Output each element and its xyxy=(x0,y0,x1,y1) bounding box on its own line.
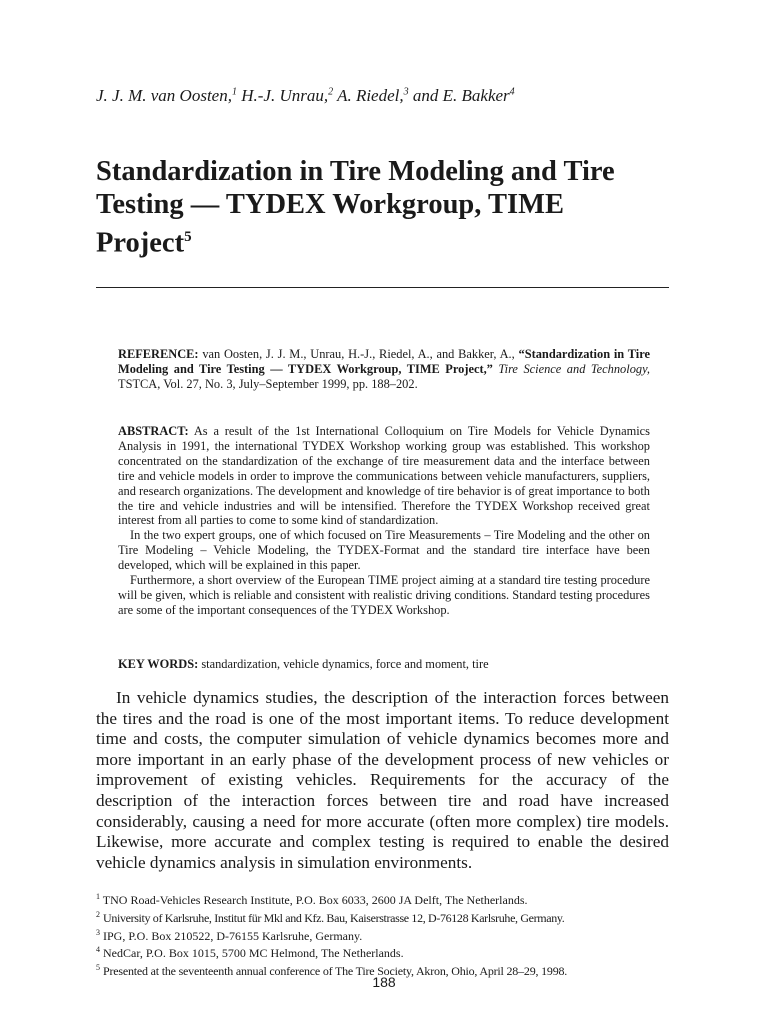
abstract-label: ABSTRACT: xyxy=(118,424,189,438)
author-name: A. Riedel, xyxy=(337,86,404,105)
title-line: Testing — TYDEX Workgroup, TIME xyxy=(96,189,565,220)
footnotes xyxy=(96,890,669,979)
title-line: Standardization in Tire Modeling and Tire xyxy=(96,156,615,187)
footnote-mark: 5 xyxy=(96,963,100,973)
footnote-mark: 2 xyxy=(328,86,334,98)
reference-journal: Tire Science and Technology, xyxy=(498,361,651,376)
author-name: H.-J. Unrau, xyxy=(241,86,329,105)
footnote-text: University of Karlsruhe, Institut für Mkl and Kfz. Bau, Kaiserstrasse 12, D-76128 Karlsruhe, Germany. xyxy=(103,910,565,925)
page-number: 188 xyxy=(372,974,396,990)
reference-authors: van Oosten, J. J. M., Unrau, H.-J., Riedel, A., and Bakker, A., xyxy=(202,347,519,361)
footnote-text: TNO Road-Vehicles Research Institute, P.O. Box 6033, 2600 JA Delft, The Netherlands. xyxy=(102,893,528,907)
keywords-label: KEY WORDS: xyxy=(118,657,199,671)
footnote xyxy=(96,890,669,908)
footnote-text: IPG, P.O. Box 210522, D-76155 Karlsruhe, Germany. xyxy=(103,928,363,943)
keywords-block xyxy=(118,657,650,672)
reference-label: REFERENCE: xyxy=(118,347,199,361)
abstract-paragraph: In the two expert groups, one of which focused on Tire Measurements – Tire Modeling and the other on Tire Modeling – Vehicle Modeling, the TYDEX-Format and the standard tire interface have been developed, which will be explained in this paper. xyxy=(118,528,650,573)
keywords-text: standardization, vehicle dynamics, force and moment, tire xyxy=(201,657,489,671)
footnote-mark: 4 xyxy=(96,945,100,955)
author-name: J. J. M. van Oosten, xyxy=(96,86,232,105)
reference-details: TSTCA, Vol. 27, No. 3, July–September 1999, pp. 188–202. xyxy=(118,376,418,391)
footnote-text: Presented at the seventeenth annual conference of The Tire Society, Akron, Ohio, April 28–29, 1998. xyxy=(103,964,568,979)
footnote xyxy=(96,926,669,944)
body-paragraph: In vehicle dynamics studies, the description of the interaction forces between the tires and the road is one of the most important items. To reduce development time and costs, the computer simulation of vehicle dynamics becomes more and more important in an early phase of the development process of new vehicles or improvement of existing vehicles. Requirements for the accuracy of the description of the interaction forces between tire and road have increased considerably, causing a need for more accurate (often more complex) tire models. Likewise, more accurate and complex testing is required to enable the desired vehicle dynamics analysis in simulation environments. xyxy=(96,688,669,872)
footnote-mark: 2 xyxy=(96,909,100,919)
abstract-block xyxy=(118,424,650,618)
footnote-mark: 4 xyxy=(509,86,515,98)
footnote xyxy=(96,943,669,961)
reference-paper-title: “Standardization in Tire Modeling and Tire Testing — TYDEX Workgroup, TIME Project,” xyxy=(118,347,650,376)
abstract-paragraph: As a result of the 1st International Colloquium on Tire Models for Vehicle Dynamics Analysis in 1991, the international TYDEX Workshop working group was established. This workshop concentrated on the standardization of the exchange of tire measurement data and the interface between tire and vehicle models in order to improve the communications between vehicle manufacturers, suppliers, and research organizations. The development and knowledge of tire behavior is of great importance to both the tire and vehicle industries and will be intensified. Therefore the TYDEX Workshop received great interest from all parties to come to some kind of standardization. xyxy=(118,424,650,528)
footnote-mark: 1 xyxy=(96,892,100,901)
footnote-mark: 3 xyxy=(403,86,409,98)
author-list xyxy=(96,86,515,106)
paper-title xyxy=(96,155,686,260)
abstract-paragraph: Furthermore, a short overview of the European TIME project aiming at a standard tire testing procedure will be given, which is reliable and consistent with realistic driving conditions. Standard testing procedures are some of the important consequences of the TYDEX Workshop. xyxy=(118,573,650,617)
title-line: Project xyxy=(96,227,185,259)
title-divider xyxy=(96,287,669,288)
footnote-mark: 5 xyxy=(184,229,192,245)
footnote xyxy=(96,908,669,926)
reference-block xyxy=(118,347,650,392)
footnote-text: NedCar, P.O. Box 1015, 5700 MC Helmond, The Netherlands. xyxy=(103,946,404,961)
footnote-mark: 1 xyxy=(231,86,237,98)
footnote-mark: 3 xyxy=(96,927,100,937)
author-name: and E. Bakker xyxy=(412,86,510,105)
